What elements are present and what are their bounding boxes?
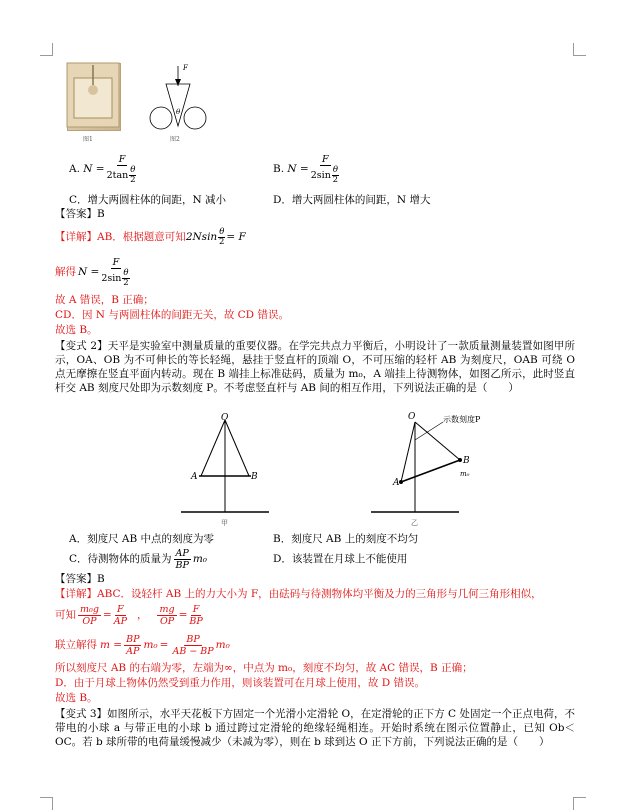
detail-1-solve: 解得 N = F 2sin θ 2	[55, 256, 129, 288]
detail-1-conclusion-cd: CD．因 N 与两圆柱体的间距无关，故 CD 错误。	[55, 309, 289, 321]
variant-3-question: 【变式 3】如图所示，水平天花板下方固定一个光滑小定滑轮 O，在定滑轮的正下方 C 处固定一个正点电荷，不带电的小球 a 与带正电的小球 b 通过跨过定滑轮的绝缘轻绳相连。开始时系统在图示位置静止，已知 Ob＜OC。若 b 球所带的电荷量缓慢减少（未减为零），则在 b 球到达 O 正下方前，下列说法正确的是（ ）	[55, 708, 575, 748]
option-b-label: B.	[273, 163, 285, 175]
answer-1: 【答案】B	[55, 208, 105, 220]
diagram-figure-2	[143, 60, 213, 138]
force-label: F	[183, 64, 188, 72]
option-b-theta-fraction: θ 2	[332, 164, 339, 185]
detail-1-equation: 2Nsin	[185, 231, 218, 243]
variant-2-option-c-fraction: $\frac{AP}{BP}$	[175, 547, 189, 571]
detail-2-choice: 故选 B。	[55, 692, 98, 704]
detail-2-head: 【详解】ABC．设轻杆 AB 上的力大小为 F，由砝码与待测物体均平衡及力的三角形与几何三角形相似，	[55, 588, 542, 600]
fig-yi-label-b: B	[463, 456, 470, 466]
fig-yi-caption: 乙	[411, 519, 418, 527]
crop-mark-bottom-right	[573, 797, 586, 810]
fig-jia-label-a: A	[191, 472, 198, 482]
option-b[interactable]	[273, 145, 342, 193]
option-a-label: A.	[69, 163, 80, 175]
fig-yi-label-o: O	[408, 412, 416, 422]
detail-1-head: 【详解】AB．根据题意可知 2Nsin $\frac{\theta}{2}$ = F	[55, 226, 246, 247]
diagram-jia-yi	[175, 412, 505, 530]
ratio-f-bp: $\frac{F}{BP}$	[189, 603, 203, 627]
fig-jia-label-o: O	[221, 413, 229, 423]
fig-jia-label-b: B	[251, 472, 258, 482]
fig-yi-label-p: 示数刻度P	[443, 415, 481, 424]
option-d[interactable]: D．增大两圆柱体的间距，N 增大	[273, 194, 431, 206]
ratio-mg-op: $\frac{mg}{OP}$	[159, 603, 175, 627]
variant-2-option-c[interactable]: C．待测物体的质量为 $\frac{AP}{BP}$ m₀	[69, 547, 207, 571]
option-b-lhs: N =	[287, 163, 309, 175]
figure-2-caption: 图2	[170, 136, 180, 143]
option-a-theta-fraction: θ 2	[130, 164, 136, 185]
detail-1-result-fraction: F 2sin θ 2	[101, 256, 129, 288]
figure-1-caption: 图1	[83, 136, 93, 143]
crop-mark-bottom-left	[40, 797, 53, 810]
fig-yi-label-m0: m₀	[460, 470, 470, 478]
ratio-m0g-op: $\frac{\text{m₀g}}{OP}$	[80, 603, 99, 627]
detail-2-solution: 联立解得 m = $\frac{BP}{AP}$ m₀ = $\frac{BP}{AB - BP}$ m₀	[55, 633, 230, 657]
detail-1-choice: 故选 B。	[55, 324, 98, 336]
option-a-lhs: N =	[83, 163, 105, 175]
variant-2-option-d[interactable]: D．该装置在月球上不能使用	[273, 553, 408, 565]
option-c[interactable]: C．增大两圆柱体的间距，N 减小	[69, 194, 227, 206]
detail-2-conclusion-d: D．由于月球上物体仍然受到重力作用，则该装置可在月球上使用，故 D 错误。	[55, 677, 426, 689]
detail-2-conclusion-abc: 所以刻度尺 AB 的右端为零，左端为∞，中点为 m₀，刻度不均匀，故 AC 错误，B 正确；	[55, 662, 473, 674]
option-a-numerator: F	[118, 153, 126, 165]
variant-2-question: 【变式 2】天平是实验室中测量质量的重要仪器。在学完共点力平衡后，小明设计了一款质量测量装置如图甲所示，OA、OB 为不可伸长的等长轻绳，悬挂于竖直杆的顶端 O，不可压缩的轻杆 AB 为刻度尺，OAB 可绕 O 点无摩擦在竖直平面内转动。现在 B 端挂上标准砝码，质量为 m₀，A 端挂上待测物体，如图乙所示，此时竖直杆交 AB 刻度尺处即为示数刻度 P。不考虑竖直杆与 AB 间的相互作用，下列说法正确的是（ ）	[55, 340, 575, 394]
option-a[interactable]	[69, 145, 139, 193]
answer-2: 【答案】B	[55, 573, 105, 585]
angle-label: θ	[176, 108, 181, 116]
detail-1-conclusion-ab: 故 A 错误，B 正确；	[55, 294, 154, 306]
photo-figure-1-sketch	[65, 60, 125, 132]
option-b-denominator: 2sin θ 2	[310, 164, 339, 185]
crop-mark-top-left	[40, 43, 53, 56]
fig-jia-caption: 甲	[221, 519, 228, 527]
crop-mark-top-right	[573, 43, 586, 56]
option-a-fraction	[107, 154, 138, 185]
solution-fraction-2: $\frac{BP}{AB - BP}$	[172, 633, 214, 657]
variant-2-option-b[interactable]: B．刻度尺 AB 上的刻度不均匀	[273, 533, 419, 545]
variant-2-option-a[interactable]: A．刻度尺 AB 中点的刻度为零	[69, 533, 215, 545]
fig-yi-label-a: A	[393, 478, 400, 488]
detail-2-ratios: 可知 $\frac{\text{m₀g}}{OP}$ = $\frac{F}{AP}$ ， $\frac{mg}{OP}$ = $\frac{F}{BP}$	[55, 603, 203, 627]
solution-fraction-1: $\frac{BP}{AP}$	[126, 633, 140, 657]
ratio-f-ap: $\frac{F}{AP}$	[113, 603, 127, 627]
option-b-numerator: F	[322, 153, 329, 165]
option-a-denominator: 2tan θ 2	[106, 164, 136, 185]
option-b-fraction	[311, 154, 340, 185]
detail-1-theta-fraction: $\frac{\theta}{2}$	[219, 226, 225, 247]
